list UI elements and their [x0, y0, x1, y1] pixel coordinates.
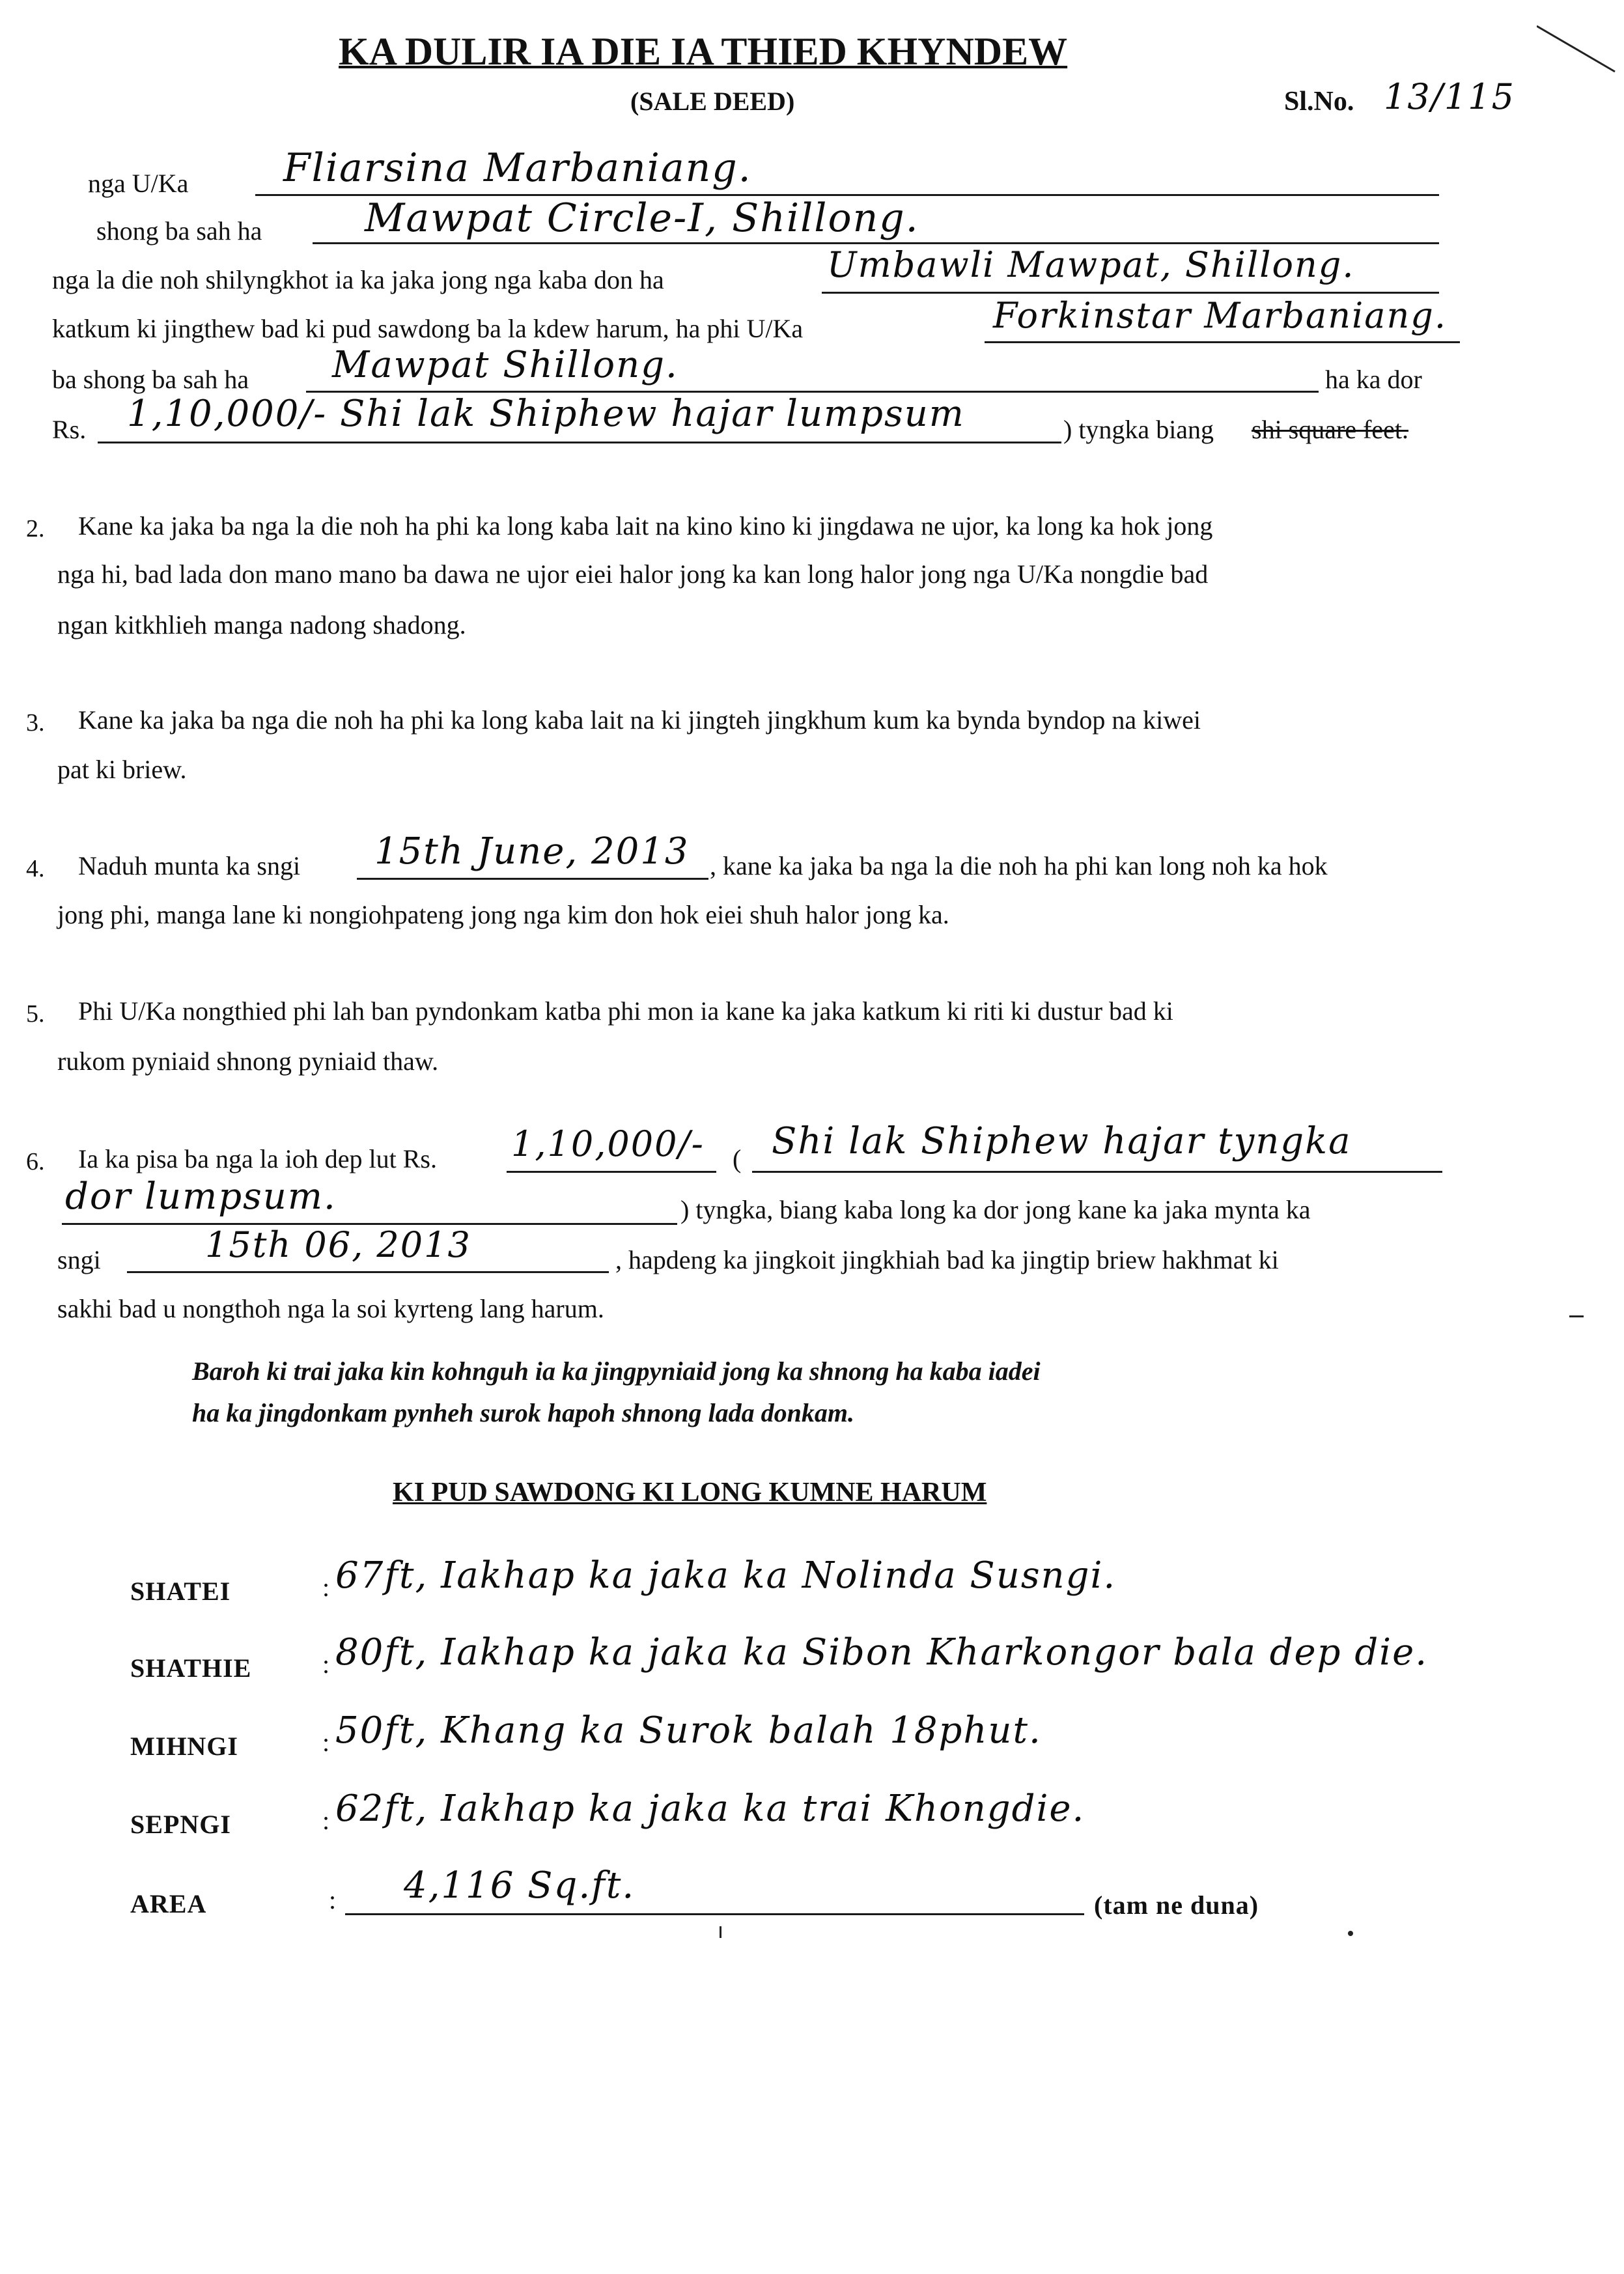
clause-4-number: 4. [26, 855, 45, 882]
clause-6-amount-words-1: Shi lak Shiphew hajar tyngka [772, 1120, 1352, 1162]
area-suffix: (tam ne duna) [1094, 1890, 1259, 1920]
boundaries-heading: KI PUD SAWDONG KI LONG KUMNE HARUM [393, 1478, 987, 1508]
clause-6-paren: ( [733, 1144, 742, 1173]
area-label: AREA [130, 1889, 207, 1918]
buyer-prefix: katkum ki jingthew bad ki pud sawdong ba la kdew harum, ha phi U/Ka [52, 314, 804, 343]
boundary-colon-mihngi: : [322, 1728, 330, 1757]
boundary-label-mihngi: MIHNGI [130, 1732, 238, 1761]
clause-4-suffix: , kane ka jaka ba nga la die noh ha phi kan long noh ka hok [710, 851, 1328, 880]
document-subtitle: (SALE DEED) [630, 87, 795, 116]
clause-4-line-2: jong phi, manga lane ki nongiohpateng jong nga kim don hok eiei shuh halor jong ka. [57, 900, 949, 929]
property-location-line [822, 292, 1439, 294]
clause-3-number: 3. [26, 709, 45, 737]
clause-4-date-line [357, 878, 708, 880]
clause-6-sngi-label: sngi [57, 1245, 101, 1274]
boundary-value-shatei: 67ft, Iakhap ka jaka ka Nolinda Susngi. [335, 1554, 1117, 1597]
scan-speck [1348, 1931, 1353, 1936]
clause-6-line-3-suffix: , hapdeng ka jingkoit jingkhiah bad ka jingtip briew hakhmat ki [615, 1245, 1279, 1274]
notice-line-1: Baroh ki trai jaka kin kohnguh ia ka jingpyniaid jong ka shnong ha kaba iadei [192, 1356, 1041, 1386]
clause-6-words-line-1 [752, 1171, 1442, 1173]
serial-number-value: 13/115 [1384, 76, 1515, 117]
clause-6-number: 6. [26, 1148, 45, 1175]
area-line [345, 1913, 1084, 1915]
clause-6-line-4: sakhi bad u nongthoh nga la soi kyrteng lang harum. [57, 1294, 604, 1323]
property-location: Umbawli Mawpat, Shillong. [827, 244, 1355, 285]
clause-4-prefix: Naduh munta ka sngi [78, 851, 301, 880]
clause-5-number: 5. [26, 1000, 45, 1028]
clause-6-amount: 1,10,000/- [511, 1123, 705, 1164]
price-prefix: Rs. [52, 415, 87, 444]
clause-6-amount-line [507, 1171, 716, 1173]
notice-line-2: ha ka jingdonkam pynheh surok hapoh shnong lada donkam. [192, 1398, 854, 1427]
buyer-name: Forkinstar Marbaniang. [993, 295, 1448, 336]
price-value: 1,10,000/- Shi lak Shiphew hajar lumpsum [127, 393, 965, 435]
clause-6-date: 15th 06, 2013 [205, 1224, 471, 1265]
boundary-value-mihngi: 50ft, Khang ka Surok balah 18phut. [335, 1709, 1042, 1752]
price-suffix: ) tyngka biang [1063, 415, 1214, 444]
clause-4-date: 15th June, 2013 [374, 830, 690, 873]
buyer-name-line [985, 341, 1460, 343]
clause-6-prefix: Ia ka pisa ba nga la ioh dep lut Rs. [78, 1144, 437, 1173]
serial-number-label: Sl.No. [1284, 87, 1354, 117]
scan-speck [720, 1926, 721, 1938]
boundary-value-shathie: 80ft, Iakhap ka jaka ka Sibon Kharkongor bala dep die. [335, 1631, 1429, 1674]
boundary-colon-sepngi: : [322, 1806, 330, 1835]
scan-speck [1569, 1315, 1584, 1317]
price-line [98, 442, 1061, 443]
clause-3-line-2: pat ki briew. [57, 755, 187, 784]
property-location-prefix: nga la die noh shilyngkhot ia ka jaka jong nga kaba don ha [52, 265, 664, 294]
buyer-address: Mawpat Shillong. [332, 344, 679, 386]
seller-address: Mawpat Circle-I, Shillong. [365, 195, 919, 241]
seller-name: Fliarsina Marbaniang. [283, 145, 752, 191]
clause-6-date-line [127, 1271, 609, 1273]
seller-address-prefix: shong ba sah ha [96, 216, 262, 246]
boundary-label-sepngi: SEPNGI [130, 1810, 231, 1839]
area-colon: : [329, 1885, 337, 1915]
clause-2-line-2: nga hi, bad lada don mano mano ba dawa ne ujor eiei halor jong ka kan long halor jong nga U/Ka nongdie bad [57, 559, 1209, 589]
price-struck-text: shi square feet. [1252, 415, 1409, 444]
scan-corner-mark [1537, 20, 1624, 98]
buyer-address-prefix: ba shong ba sah ha [52, 365, 249, 394]
boundary-label-shathie: SHATHIE [130, 1653, 252, 1683]
area-value: 4,116 Sq.ft. [404, 1864, 636, 1907]
clause-6-amount-words-2: dor lumpsum. [65, 1175, 337, 1218]
document-title: KA DULIR IA DIE IA THIED KHYNDEW [339, 30, 1068, 73]
clause-5-line-2: rukom pyniaid shnong pyniaid thaw. [57, 1046, 439, 1076]
clause-5-line-1: Phi U/Ka nongthied phi lah ban pyndonkam katba phi mon ia kane ka jaka katkum ki riti ki dustur bad ki [78, 996, 1173, 1026]
boundary-colon-shatei: : [322, 1573, 330, 1602]
boundary-value-sepngi: 62ft, Iakhap ka jaka ka trai Khongdie. [335, 1788, 1085, 1830]
buyer-address-suffix: ha ka dor [1325, 365, 1422, 394]
clause-2-number: 2. [26, 515, 45, 542]
seller-prefix: nga U/Ka [88, 169, 189, 198]
boundary-colon-shathie: : [322, 1649, 330, 1679]
clause-2-line-1: Kane ka jaka ba nga la die noh ha phi ka long kaba lait na kino kino ki jingdawa ne ujor, ka long ka hok jong [78, 511, 1213, 540]
boundary-label-shatei: SHATEI [130, 1577, 231, 1606]
clause-3-line-1: Kane ka jaka ba nga die noh ha phi ka long kaba lait na ki jingteh jingkhum kum ka bynda byndop na kiwei [78, 705, 1201, 735]
clause-2-line-3: ngan kitkhlieh manga nadong shadong. [57, 610, 466, 639]
clause-6-line-2-suffix: ) tyngka, biang kaba long ka dor jong kane ka jaka mynta ka [680, 1195, 1311, 1224]
